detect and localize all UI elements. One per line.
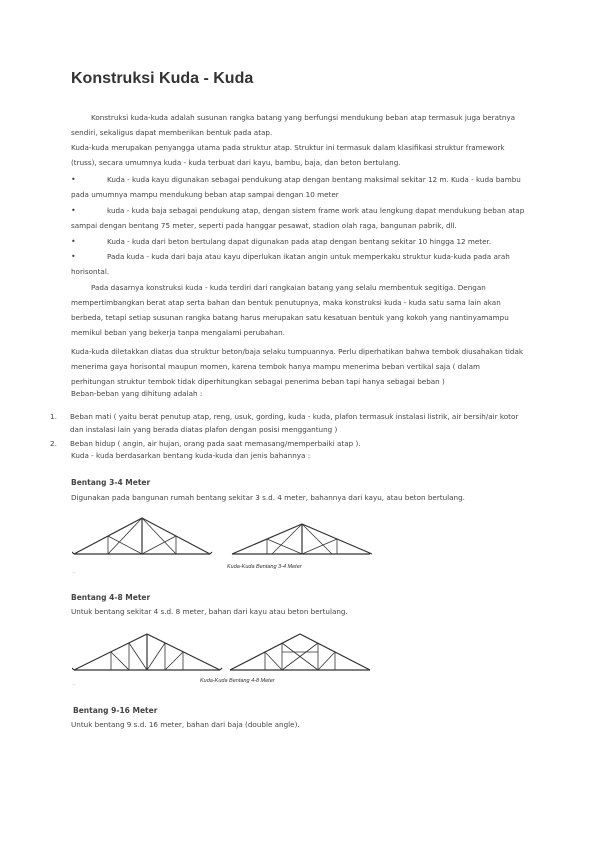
figure-marker: . — [73, 568, 75, 575]
paragraph-3: Pada dasarnya konstruksi kuda - kuda terdiri dari rangkaian batang yang selalu membentuk segitiga. Dengan mempertimbangkan berat atap serta bahan dan bentuk penutupnya, maka konstruksi kuda - kuda satu sama lain akan berbeda, tetapi setiap susunan rangka batang harus merupakan satu kesatuan bentuk yang kokoh yang nantinyamampu memikul beban yang bekerja tanpa mengalami perubahan. — [71, 283, 509, 337]
list-number: 2. — [50, 439, 57, 448]
section-heading: Bentang 3-4 Meter — [71, 478, 151, 487]
bullet-item — [71, 234, 526, 249]
bullet-icon: • — [71, 175, 76, 184]
bullet-text: Kuda - kuda dari beton bertulang dapat digunakan pada atap dengan bentang sekitar 10 hingga 12 meter. — [107, 237, 492, 246]
truss-figure-4-8 — [72, 626, 372, 688]
section-text: Digunakan pada bangunan rumah bentang sekitar 3 s.d. 4 meter, bahannya dari kayu, atau beton bertulang. — [71, 493, 465, 502]
section-heading: Bentang 9-16 Meter — [73, 706, 158, 715]
intro-paragraph-1: Konstruksi kuda-kuda adalah susunan rangka batang yang berfungsi mendukung beban atap termasuk juga beratnya sendiri, sekaligus dapat memberikan bentuk pada atap. — [71, 113, 516, 137]
bullet-icon: • — [71, 252, 76, 261]
bullet-text: kuda - kuda baja sebagai pendukung atap, dengan sistem frame work atau lengkung dapat mendukung beban atap sampai dengan bentang 75 meter, seperti pada hanggar pesawat, stadion olah raga, bangunan pabrik, dll. — [71, 206, 525, 230]
bullet-item — [71, 203, 526, 233]
figure-caption: Kuda-Kuda Bentang 3-4 Meter — [227, 564, 302, 570]
truss-figure-3-4 — [72, 512, 372, 574]
list-text: Beban mati ( yaitu berat penutup atap, reng, usuk, gording, kuda - kuda, plafon termasuk instalasi listrik, air bersih/air kotor dan instalasi lain yang berada diatas plafon dengan posisi menggantung ) — [70, 412, 519, 434]
paragraph-4b: Beban-beban yang dihitung adalah : — [71, 389, 203, 398]
bullet-item — [71, 249, 526, 279]
bullet-item — [71, 172, 526, 202]
list-item — [50, 437, 526, 450]
bullet-icon: • — [71, 237, 76, 246]
list-number: 1. — [50, 412, 57, 421]
section-text: Untuk bentang sekitar 4 s.d. 8 meter, bahan dari kayu atau beton bertulang. — [71, 607, 348, 616]
bullet-icon: • — [71, 206, 76, 215]
figure-caption: Kuda-Kuda Bentang 4-8 Meter — [200, 678, 275, 684]
paragraph-5: Kuda - kuda berdasarkan bentang kuda-kuda dan jenis bahannya : — [71, 451, 311, 460]
figure-marker: . — [73, 680, 75, 687]
bullet-text: Kuda - kuda kayu digunakan sebagai pendukung atap dengan bentang maksimal sekitar 12 m. Kuda - kuda bambu pada umumnya mampu mendukung beban atap sampai dengan 10 meter — [71, 175, 521, 199]
list-text: Beban hidup ( angin, air hujan, orang pada saat memasang/memperbaiki atap ). — [70, 439, 361, 448]
paragraph-4: Kuda-kuda diletakkan diatas dua struktur beton/baja selaku tumpuannya. Perlu diperhatikan bahwa tembok diusahakan tidak menerima gaya horisontal maupun momen, karena tembok hanya mampu menerima beban vertikal saja ( dalam perhitungan struktur tembok tidak diperhitungkan sebagai penerima beban tapi hanya sebagai beban ) — [71, 347, 524, 386]
intro-paragraph-2: Kuda-kuda merupakan penyangga utama pada struktur atap. Struktur ini termasuk dalam klasifikasi struktur framework (truss), secara umumnya kuda - kuda terbuat dari kayu, bambu, baja, dan beton bertulang. — [71, 143, 505, 167]
section-heading: Bentang 4-8 Meter — [71, 593, 151, 602]
bullet-text: Pada kuda - kuda dari baja atau kayu diperlukan ikatan angin untuk memperkaku struktur kuda-kuda pada arah horisontal. — [71, 252, 510, 276]
page-title: Konstruksi Kuda - Kuda — [71, 70, 254, 87]
truss-diagram — [72, 626, 372, 688]
truss-diagram — [72, 512, 372, 574]
section-text: Untuk bentang 9 s.d. 16 meter, bahan dari baja (double angle). — [71, 720, 300, 729]
list-item — [50, 410, 526, 436]
